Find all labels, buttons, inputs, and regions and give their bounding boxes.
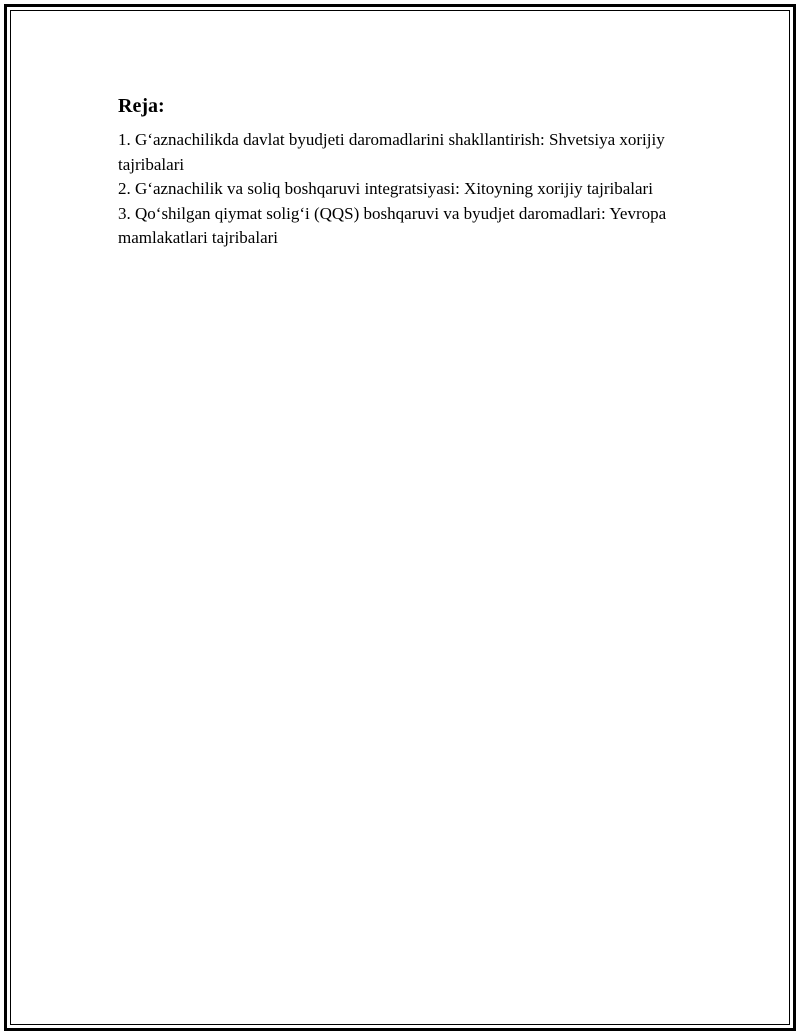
plan-heading: Reja:: [118, 95, 165, 117]
page-content: [118, 92, 678, 251]
plan-item-1: 1. G‘aznachilikda davlat byudjeti daromadlarini shakllantirish: Shvetsiya xorijiy tajribalari: [118, 130, 665, 174]
plan-list: [118, 128, 678, 251]
plan-item-3: 3. Qo‘shilgan qiymat solig‘i (QQS) boshqaruvi va byudjet daromadlari: Yevropa mamlakatlari tajribalari: [118, 203, 667, 247]
plan-item-2: 2. G‘aznachilik va soliq boshqaruvi integratsiyasi: Xitoyning xorijiy tajribalari: [118, 179, 653, 198]
